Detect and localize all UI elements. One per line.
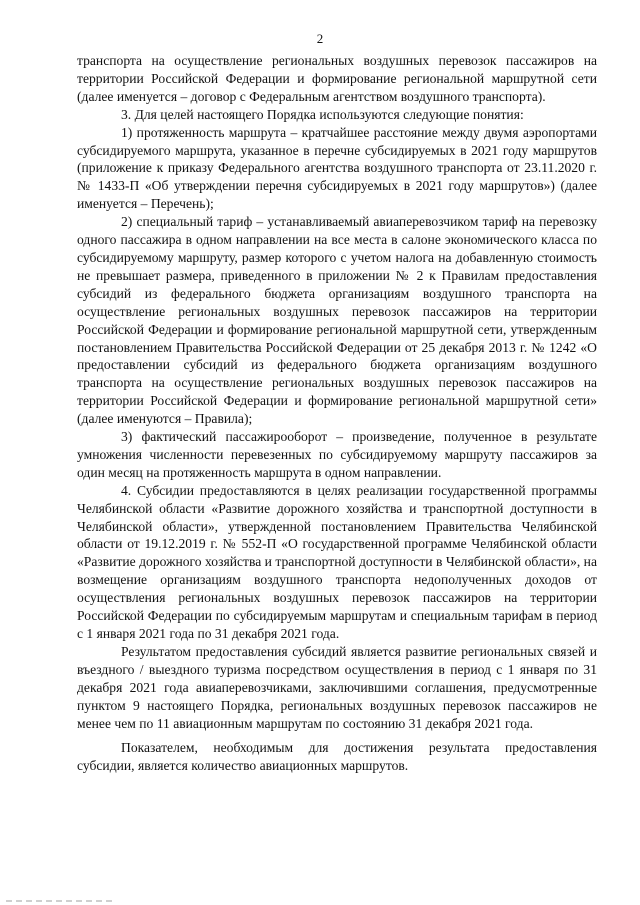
document-body <box>77 52 597 775</box>
paragraph-definition-passenger-turnover: 3) фактический пассажирооборот – произведение, полученное в результате умножения численности перевезенных по субсидируемому маршруту пассажиров за один месяц на протяженность маршрута в одном направлении. <box>77 429 597 480</box>
scan-artifact <box>6 900 116 902</box>
page-number: 2 <box>316 31 324 46</box>
paragraph-item-4: 4. Субсидии предоставляются в целях реализации государственной программы Челябинской области «Развитие дорожного хозяйства и транспортной доступности в Челябинской области», утвержденной постановлением Правительства Челябинской области от 19.12.2019 г. № 552-П «О государственной программе Челябинской области «Развитие дорожного хозяйства и транспортной доступности в Челябинской области», на возмещение организациям воздушного транспорта недополученных доходов от осуществления региональных воздушных перевозок пассажиров на территории Российской Федерации по субсидируемым маршрутам и специальным тарифам в период с 1 января 2021 года по 31 декабря 2021 года. <box>77 482 597 641</box>
paragraph-definition-special-tariff: 2) специальный тариф – устанавливаемый авиаперевозчиком тариф на перевозку одного пассажира в одном направлении на все места в салоне экономического класса по субсидируемому маршруту, размер которого с учетом налога на добавленную стоимость не превышает размера, приведенного в приложении № 2 к Правилам предоставления субсидий из федерального бюджета организациям воздушного транспорта на осуществление региональных воздушных перевозок пассажиров на территории Российской Федерации и формирование региональной маршрутной сети, утвержденным постановлением Правительства Российской Федерации от 25 декабря 2013 г. № 1242 «О предоставлении субсидий из федерального бюджета организациям воздушного транспорта на осуществление региональных воздушных перевозок пассажиров на территории Российской Федерации и формирование региональной маршрутной сети» (далее именуются – Правила); <box>77 214 597 427</box>
paragraph-definition-route-length: 1) протяженность маршрута – кратчайшее расстояние между двумя аэропортами субсидируемого маршрута, указанное в перечне субсидируемых в 2021 году маршрутов (приложение к приказу Федерального агентства воздушного транспорта от 23.11.2020 г. № 1433-П «Об утверждении перечня субсидируемых в 2021 году маршрутов») (далее именуется – Перечень); <box>77 124 597 212</box>
paragraph-item-3: 3. Для целей настоящего Порядка используются следующие понятия: <box>121 106 524 122</box>
paragraph-indicator: Показателем, необходимым для достижения результата предоставления субсидии, является количество авиационных маршрутов. <box>77 740 597 774</box>
paragraph-continuation: транспорта на осуществление региональных воздушных перевозок пассажиров на территории Российской Федерации и формирование региональной маршрутной сети (далее именуется – договор с Федеральным агентством воздушного транспорта). <box>77 53 597 104</box>
paragraph-result: Результатом предоставления субсидий является развитие региональных связей и въездного / выездного туризма посредством осуществления в период с 1 января по 31 декабря 2021 года авиаперевозчиками, заключившими соглашения, предусмотренные пунктом 9 настоящего Порядка, региональных воздушных перевозок пассажиров не менее чем по 11 авиационным маршрутам по состоянию 31 декабря 2021 года. <box>77 643 597 731</box>
